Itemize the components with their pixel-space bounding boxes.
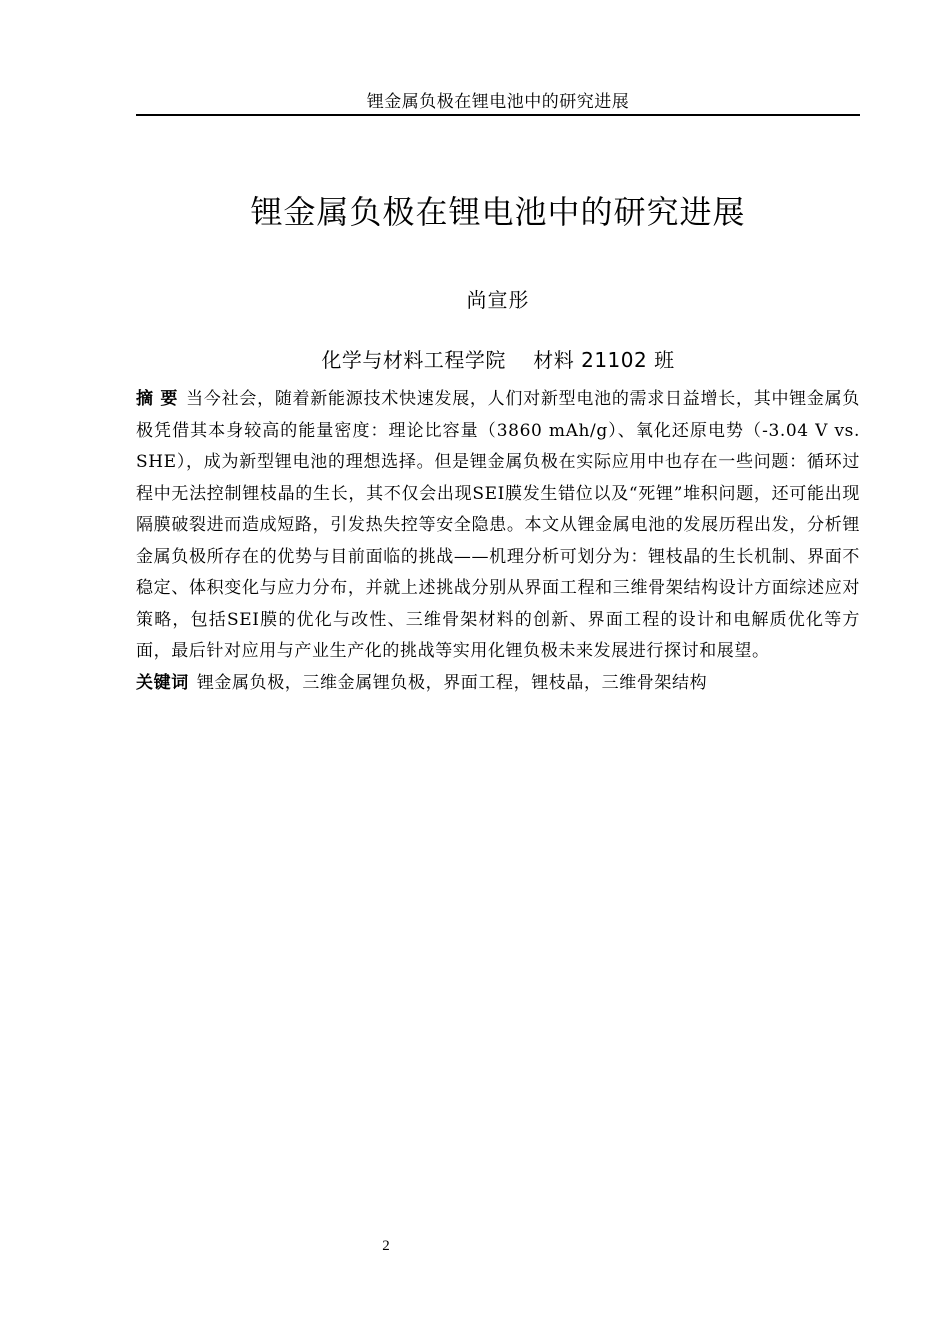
header-rule (136, 114, 860, 116)
affiliation: 化学与材料工程学院 材料 21102 班 (321, 348, 675, 372)
abstract-paragraph (136, 384, 860, 668)
author-name: 尚宣彤 (466, 288, 530, 312)
page-number: 2 (382, 1238, 390, 1254)
abstract-label: 摘 要 (136, 389, 179, 409)
abstract-text: 当今社会，随着新能源技术快速发展，人们对新型电池的需求日益增长，其中锂金属负极凭借其本身较高的能量密度：理论比容量（3860 mAh/g）、氧化还原电势（-3.04 V vs. SHE），成为新型锂电池的理想选择。但是锂金属负极在实际应用中也存在一些问题：循环过程中无法控制锂枝晶的生长，其不仅会出现SEI膜发生错位以及“死锂”堆积问题，还可能出现隔膜破裂进而造成短路，引发热失控等安全隐患。本文从锂金属电池的发展历程出发，分析锂金属负极所存在的优势与目前面临的挑战——机理分析可划分为：锂枝晶的生长机制、界面不稳定、体积变化与应力分布，并就上述挑战分别从界面工程和三维骨架结构设计方面综述应对策略，包括SEI膜的优化与改性、三维骨架材料的创新、界面工程的设计和电解质优化等方面，最后针对应用与产业生产化的挑战等实用化锂负极未来发展进行探讨和展望。 (136, 389, 860, 661)
keywords-label: 关键词 (136, 672, 189, 693)
paper-title: 锂金属负极在锂电池中的研究进展 (250, 193, 746, 231)
running-header: 锂金属负极在锂电池中的研究进展 (366, 92, 630, 112)
keywords-text: 锂金属负极，三维金属锂负极，界面工程，锂枝晶，三维骨架结构 (196, 672, 708, 693)
keywords-paragraph (136, 668, 860, 700)
abstract-section (136, 384, 860, 699)
